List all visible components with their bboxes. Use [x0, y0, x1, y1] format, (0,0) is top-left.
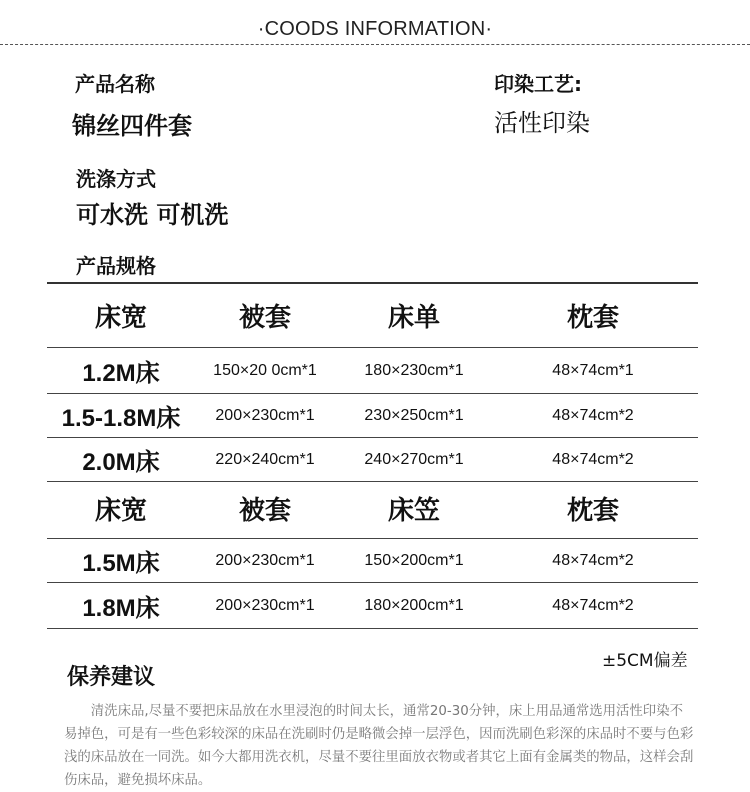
- fitted-sheet-size: 180×200cm*1: [364, 596, 464, 614]
- header-sheet: 床单: [387, 303, 440, 333]
- section-title: ·COODS INFORMATION·: [257, 18, 493, 40]
- print-process-value: 活性印染: [494, 109, 590, 137]
- duvet-size: 200×230cm*1: [215, 551, 315, 569]
- fitted-sheet-size: 150×200cm*1: [364, 551, 464, 569]
- table-row: [47, 348, 698, 394]
- pillowcase-size: 48×74cm*2: [552, 450, 634, 468]
- bed-size: 2.0M床: [82, 449, 160, 476]
- dashed-divider: [0, 44, 750, 45]
- bed-size: 1.5-1.8M床: [61, 405, 181, 432]
- sheet-size: 180×230cm*1: [364, 361, 464, 379]
- pillowcase-size: 48×74cm*2: [552, 406, 634, 424]
- size-tolerance-note: ±5CM偏差: [602, 651, 688, 671]
- table-header-row: [47, 478, 698, 539]
- bed-size: 1.2M床: [82, 360, 160, 387]
- table-row: [47, 438, 698, 482]
- header-bed-width: 床宽: [94, 495, 147, 526]
- spec-label: 产品规格: [76, 254, 156, 278]
- table-row: [47, 394, 698, 438]
- bed-size: 1.8M床: [82, 595, 160, 622]
- product-name-label: 产品名称: [75, 72, 155, 96]
- header-bed-width: 床宽: [94, 303, 147, 333]
- pillowcase-size: 48×74cm*2: [552, 551, 634, 569]
- duvet-size: 200×230cm*1: [215, 596, 315, 614]
- bed-size: 1.5M床: [82, 550, 160, 577]
- duvet-size: 150×20 0cm*1: [213, 361, 317, 379]
- spec-table-sheet: [47, 282, 698, 482]
- header-duvet: 被套: [238, 495, 291, 526]
- header-pillowcase: 枕套: [566, 303, 619, 333]
- spec-table-fitted: [47, 478, 698, 629]
- header-fitted-sheet: 床笠: [387, 495, 440, 526]
- care-title: 保养建议: [67, 665, 156, 690]
- product-name-value: 锦丝四件套: [72, 112, 192, 140]
- print-process-label: 印染工艺:: [494, 72, 582, 96]
- table-header-row: [47, 282, 698, 348]
- table-row: [47, 539, 698, 583]
- pillowcase-size: 48×74cm*1: [552, 361, 634, 379]
- wash-method-label: 洗涤方式: [76, 167, 156, 191]
- header-duvet: 被套: [238, 303, 291, 333]
- pillowcase-size: 48×74cm*2: [552, 596, 634, 614]
- care-paragraph: 清洗床品,尽量不要把床品放在水里浸泡的时间太长，通常20-30分钟，床上用品通常选用活性印染不易掉色，可是有一些色彩较深的床品在洗刷时仍是略微会掉一层浮色，因而洗刷色彩深的床品时不要与色彩浅的床品放在一同洗。如今大都用洗衣机，尽量不要往里面放衣物或者其它上面有金属类的物品，这样会刮伤床品，避免损坏床品。: [64, 704, 694, 788]
- wash-method-value: 可水洗 可机洗: [76, 201, 229, 229]
- table-row: [47, 583, 698, 629]
- header-pillowcase: 枕套: [566, 495, 619, 526]
- duvet-size: 200×230cm*1: [215, 406, 315, 424]
- sheet-size: 240×270cm*1: [364, 450, 464, 468]
- sheet-size: 230×250cm*1: [364, 406, 464, 424]
- duvet-size: 220×240cm*1: [215, 450, 315, 468]
